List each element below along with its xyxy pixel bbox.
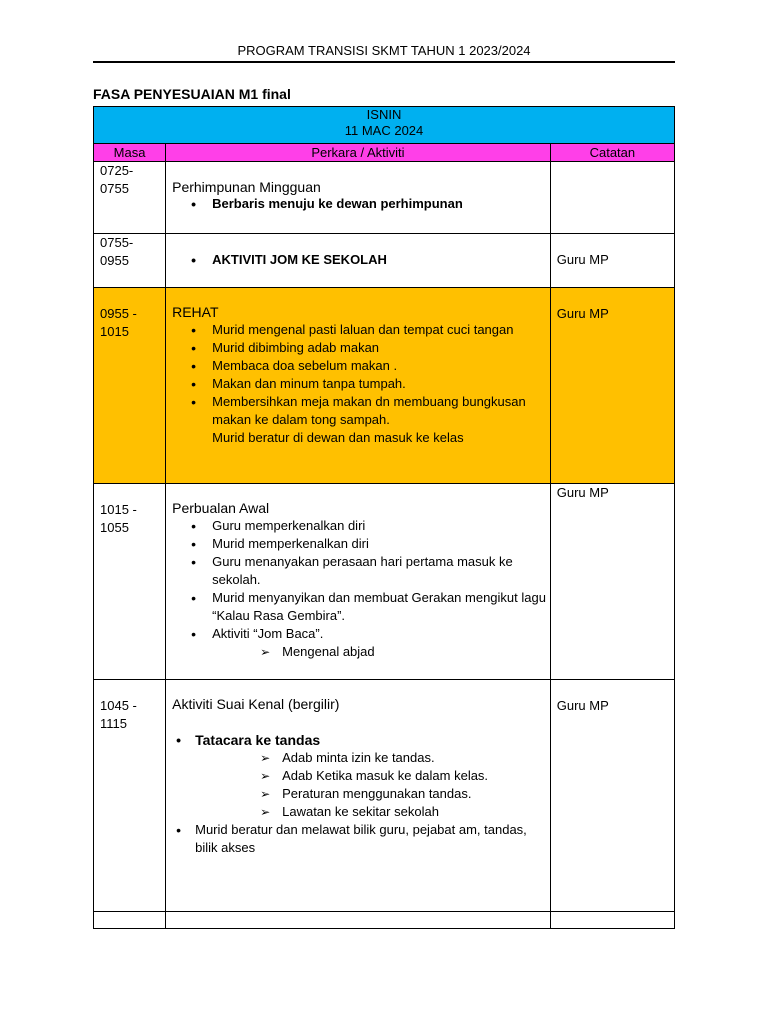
activity-cell [166,162,551,234]
time-cell [94,288,166,484]
time-cell [94,680,166,912]
activity-title: Perhimpunan Mingguan [172,179,321,195]
list-item: • Makan dan minum tanpa tumpah. [166,375,550,393]
note-cell [550,680,674,912]
day-header-cell [94,107,675,144]
list-item: ➢ Adab minta izin ke tandas. [166,749,550,767]
list-item: • Murid dibimbing adab makan [166,339,550,357]
list-item: • Aktiviti “Jom Baca”. [166,625,550,643]
activity-bullets [166,517,550,643]
activity-subtitle-list [172,731,550,749]
list-item: • Murid menyanyikan dan membuat Gerakan mengikut lagu “Kalau Rasa Gembira”. [166,589,550,625]
activity-sub-bullets [166,749,550,821]
empty-cell [166,912,551,929]
activity-cell [166,484,551,680]
table-row-empty [94,912,675,929]
list-item: ➢ Mengenal abjad [166,643,550,661]
activity-title: Perbualan Awal [172,500,270,516]
activity-extra-line: Murid beratur di dewan dan masuk ke kelas [212,430,464,445]
table-row [94,162,675,234]
list-item: • Berbaris menuju ke dewan perhimpunan [166,195,550,213]
note-text: Guru MP [556,252,609,267]
activity-cell [166,234,551,288]
time-start: 0725- [100,163,134,178]
list-item: ➢ Lawatan ke sekitar sekolah [166,803,550,821]
list-item: • Membaca doa sebelum makan . [166,357,550,375]
note-cell [550,234,674,288]
column-header-masa: Masa [94,144,166,162]
activity-cell [166,680,551,912]
header-divider [93,61,675,63]
day-header-row [94,107,675,144]
column-header-row [94,144,675,162]
list-item: • Murid memperkenalkan diri [166,535,550,553]
column-header-catatan: Catatan [550,144,674,162]
time-start: 1045 - [100,698,137,713]
section-title: FASA PENYESUAIAN M1 final [93,86,291,102]
list-item: • Murid mengenal pasti laluan dan tempat cuci tangan [166,321,550,339]
day-name: ISNIN [366,107,402,122]
note-cell [550,288,674,484]
note-cell [550,484,674,680]
day-date: 11 MAC 2024 [344,123,424,138]
column-header-perkara: Perkara / Aktiviti [166,144,551,162]
schedule-table [93,106,675,929]
activity-bullets [166,321,550,429]
time-end: 0755 [100,181,129,196]
activity-bullets [172,821,550,857]
list-item: ➢ Adab Ketika masuk ke dalam kelas. [166,767,550,785]
activity-bullets [166,195,550,213]
time-start: 0755- [100,235,134,250]
activity-cell [166,288,551,484]
note-text: Guru MP [556,306,609,321]
activity-bullets [166,251,550,269]
table-row [94,234,675,288]
list-item: • Guru menanyakan perasaan hari pertama masuk ke sekolah. [166,553,550,589]
table-row-rehat [94,288,675,484]
list-item: • Membersihkan meja makan dn membuang bungkusan makan ke dalam tong sampah. [166,393,550,429]
time-end: 1115 [100,716,127,731]
list-item: • AKTIVITI JOM KE SEKOLAH [166,251,550,269]
time-cell [94,484,166,680]
time-cell [94,234,166,288]
table-row [94,680,675,912]
time-cell [94,162,166,234]
table-row [94,484,675,680]
empty-cell [94,912,166,929]
time-end: 1055 [100,520,129,535]
empty-cell [550,912,674,929]
note-cell [550,162,674,234]
list-item: • Murid beratur dan melawat bilik guru, pejabat am, tandas, bilik akses [172,821,550,857]
time-end: 0955 [100,253,129,268]
time-start: 1015 - [100,502,137,517]
activity-sub-bullets [166,643,550,661]
note-text: Guru MP [556,485,609,500]
activity-title: REHAT [172,304,219,320]
note-text: Guru MP [556,698,609,713]
list-item: • Guru memperkenalkan diri [166,517,550,535]
time-end: 1015 [100,324,129,339]
time-start: 0955 - [100,306,137,321]
activity-title: Aktiviti Suai Kenal (bergilir) [172,696,340,712]
list-item: ➢ Peraturan menggunakan tandas. [166,785,550,803]
activity-subtitle: • Tatacara ke tandas [172,731,550,749]
document-header-title: PROGRAM TRANSISI SKMT TAHUN 1 2023/2024 [237,43,531,58]
